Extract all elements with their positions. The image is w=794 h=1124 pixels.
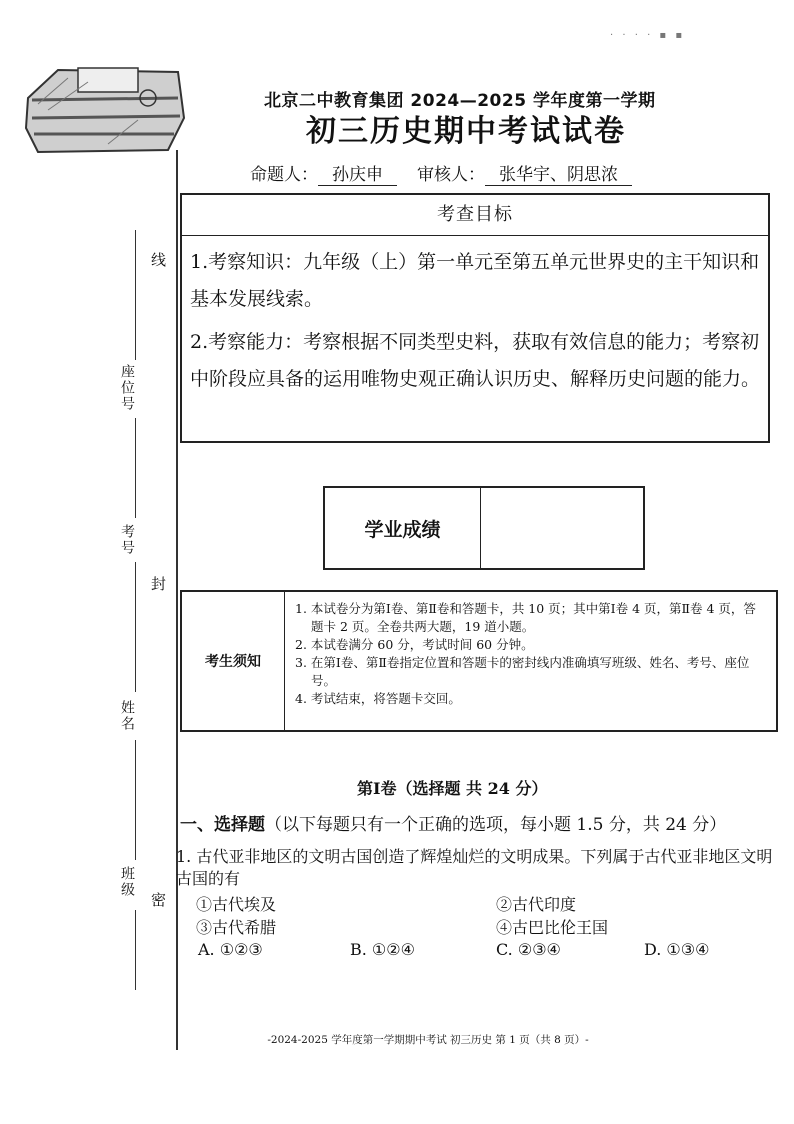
exam-no-fill-line: [135, 562, 136, 692]
objective-item-knowledge: 1.考察知识：九年级（上）第一单元至第五单元世界史的主干知识和基本发展线索。: [190, 251, 760, 310]
scan-smudge: · · · · ▪ ▪: [610, 30, 686, 41]
page-footer: -2024-2025 学年度第一学期期中考试 初三历史 第 1 页（共 8 页）-: [267, 1034, 589, 1046]
name-label: 姓名: [119, 700, 135, 732]
notice-item: 1. 本试卷分为第Ⅰ卷、第Ⅱ卷和答题卡，共 10 页；其中第Ⅰ卷 4 页，第Ⅱ卷 4 页，答题卡 2 页。全卷共两大题，19 道小题。: [295, 601, 756, 634]
q1-answer-c: C. ②③④: [496, 940, 561, 959]
seat-fill-line: [135, 230, 136, 360]
notice-box: [180, 590, 778, 732]
q1-answer-d: D. ①③④: [644, 940, 710, 959]
score-label: 学业成绩: [325, 488, 481, 568]
name-fill-line: [135, 740, 136, 860]
score-value-field: [481, 488, 643, 568]
q1-choice-india: ②古代印度: [496, 895, 577, 914]
seat-label: 座位号: [119, 364, 135, 412]
section-title-bold: 一、选择题: [180, 815, 265, 835]
notice-item: 3. 在第Ⅰ卷、第Ⅱ卷指定位置和答题卡的密封线内准确填写班级、姓名、考号、座位号。: [295, 655, 750, 688]
class-label: 班级: [119, 866, 135, 898]
reviewer-name: 张华宇、阴思浓: [485, 160, 632, 186]
q1-answer-b: B. ①②④: [350, 940, 415, 959]
objectives-box: [180, 193, 770, 443]
notice-label: 考生须知: [182, 592, 285, 730]
seal-char-mi: 密: [149, 892, 167, 907]
class-fill-line: [135, 910, 136, 990]
seat-fill-line-lower: [135, 418, 136, 518]
notice-item: 4. 考试结束，将答题卡交回。: [295, 691, 461, 706]
part1-title: 第Ⅰ卷（选择题 共 24 分）: [357, 779, 548, 798]
exam-title: 初三历史期中考试试卷: [306, 114, 626, 149]
school-line: 北京二中教育集团 2024—2025 学年度第一学期: [264, 91, 656, 111]
seal-char-feng: 封: [149, 576, 167, 591]
section-note: （以下每题只有一个正确的选项，每小题 1.5 分，共 24 分）: [265, 815, 727, 835]
q1-choice-babylon: ④古巴比伦王国: [496, 918, 609, 937]
stamp-doodle: [18, 58, 188, 158]
notice-item: 2. 本试卷满分 60 分，考试时间 60 分钟。: [295, 637, 534, 652]
score-box: [323, 486, 645, 570]
question-1-stem: 1. 古代亚非地区的文明古国创造了辉煌灿烂的文明成果。下列属于古代亚非地区文明古国的有: [176, 847, 773, 888]
q1-choice-egypt: ①古代埃及: [196, 895, 277, 914]
objectives-heading: 考查目标: [182, 195, 768, 236]
author-label: 命题人：: [250, 165, 318, 185]
q1-answer-a: A. ①②③: [198, 940, 263, 959]
author-name: 孙庆申: [318, 160, 397, 186]
seal-char-line: 线: [149, 252, 167, 267]
exam-no-label: 考号: [119, 524, 135, 556]
objective-item-ability: 2.考察能力：考察根据不同类型史料，获取有效信息的能力；考察初中阶段应具备的运用唯物史观正确认识历史、解释历史问题的能力。: [190, 331, 761, 390]
q1-choice-greece: ③古代希腊: [196, 918, 277, 937]
binding-line: [176, 150, 178, 1050]
reviewer-label: 审核人：: [417, 165, 485, 185]
authors-line: [250, 160, 652, 186]
section-title: [180, 810, 726, 835]
